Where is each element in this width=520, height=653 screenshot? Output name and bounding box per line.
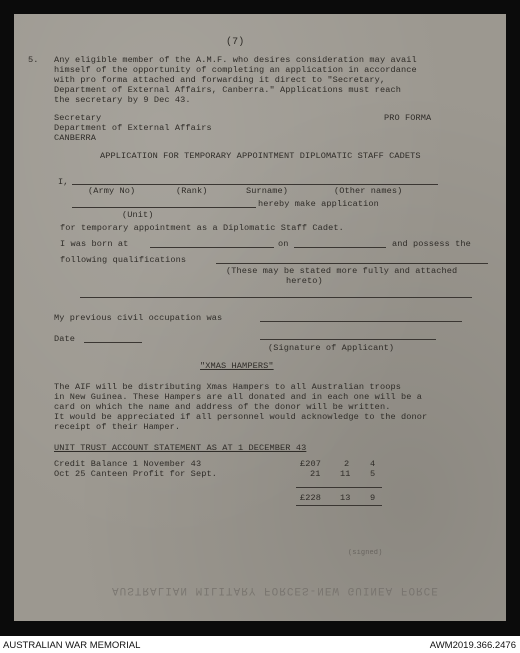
name-line [72,184,438,185]
born-at-label: I was born at [60,239,129,249]
para5-line-1: Any eligible member of the A.M.F. who desires consideration may avail [54,55,417,65]
date-line [84,342,142,343]
xmas-line-2: in New Guinea. These Hampers are all donated and in each one will be a [54,392,422,402]
xmas-line-1: The AIF will be distributing Xmas Hampers to all Australian troops [54,382,401,392]
account-heading: UNIT TRUST ACCOUNT STATEMENT AS AT 1 DECEMBER 43 [54,443,307,453]
qual-note-1: (These may be stated more fully and attached [226,266,458,276]
following-qual-label: following qualifications [60,255,187,265]
unit-line [72,207,256,208]
previous-occupation-label: My previous civil occupation was [54,313,223,323]
total-rule-bottom [296,505,382,506]
qual-note-2: hereto) [286,276,323,286]
account-row-2-label: Oct 25 Canteen Profit for Sept. [54,469,217,479]
footer [0,636,520,653]
footer-accession-number: AWM2019.366.2476 [429,640,516,651]
page-number: (7) [226,37,245,48]
xmas-line-5: receipt of their Hamper. [54,422,181,432]
qualifications-line [216,263,488,264]
label-surname: Surname) [246,186,289,196]
account-row-2-pounds: 21 [310,469,321,479]
temp-appointment-text: for temporary appointment as a Diplomatic Staff Cadet. [60,223,344,233]
and-possess-text: and possess the [392,239,471,249]
xmas-line-3: card on which the name and address of the donor will be written. [54,402,391,412]
para5-line-3: with pro forma attached and forwarding it direct to "Secretary, [54,75,386,85]
account-row-1-label: Credit Balance 1 November 43 [54,459,202,469]
para5-line-2: himself of the opportunity of completing an application in accordance [54,65,417,75]
account-row-1-pounds: £207 [300,459,322,469]
document-page [14,14,506,621]
signature-label: (Signature of Applicant) [268,343,395,353]
label-unit: (Unit) [122,210,154,220]
label-army-no: (Army No) [88,186,136,196]
account-row-1-pence: 4 [370,459,376,469]
address-line-3: CANBERRA [54,133,97,143]
para5-line-4: Department of External Affairs, Canberra." Applications must reach [54,85,401,95]
account-total-pounds: £228 [300,493,322,503]
account-total-shillings: 13 [340,493,351,503]
label-rank: (Rank) [176,186,208,196]
pro-forma-label: PRO FORMA [384,113,432,123]
xmas-heading: "XMAS HAMPERS" [200,361,274,371]
signature-line [260,339,436,340]
born-on-line [294,247,386,248]
account-row-1-shillings: 2 [344,459,350,469]
bleed-through-watermark: AUSTRALIAN MILITARY FORCES-NEW GUINEA FORCE [112,584,439,596]
footer-institution: AUSTRALIAN WAR MEMORIAL [3,640,141,651]
account-row-2-pence: 5 [370,469,376,479]
hereby-text: hereby make application [258,199,379,209]
label-other-names: (Other names) [334,186,403,196]
qualifications-line-2 [80,297,472,298]
born-at-line [150,247,274,248]
account-total-pence: 9 [370,493,376,503]
i-label: I, [58,177,69,187]
para5-number: 5. [28,55,39,65]
previous-occupation-line [260,321,462,322]
address-line-1: Secretary [54,113,102,123]
faint-mark: (signed) [348,549,383,557]
date-label: Date [54,334,76,344]
account-row-2-shillings: 11 [340,469,351,479]
para5-line-5: the secretary by 9 Dec 43. [54,95,191,105]
form-title: APPLICATION FOR TEMPORARY APPOINTMENT DIPLOMATIC STAFF CADETS [100,151,421,161]
address-line-2: Department of External Affairs [54,123,212,133]
on-label: on [278,239,289,249]
xmas-line-4: It would be appreciated if all personnel would acknowledge to the donor [54,412,428,422]
total-rule-top [296,487,382,488]
